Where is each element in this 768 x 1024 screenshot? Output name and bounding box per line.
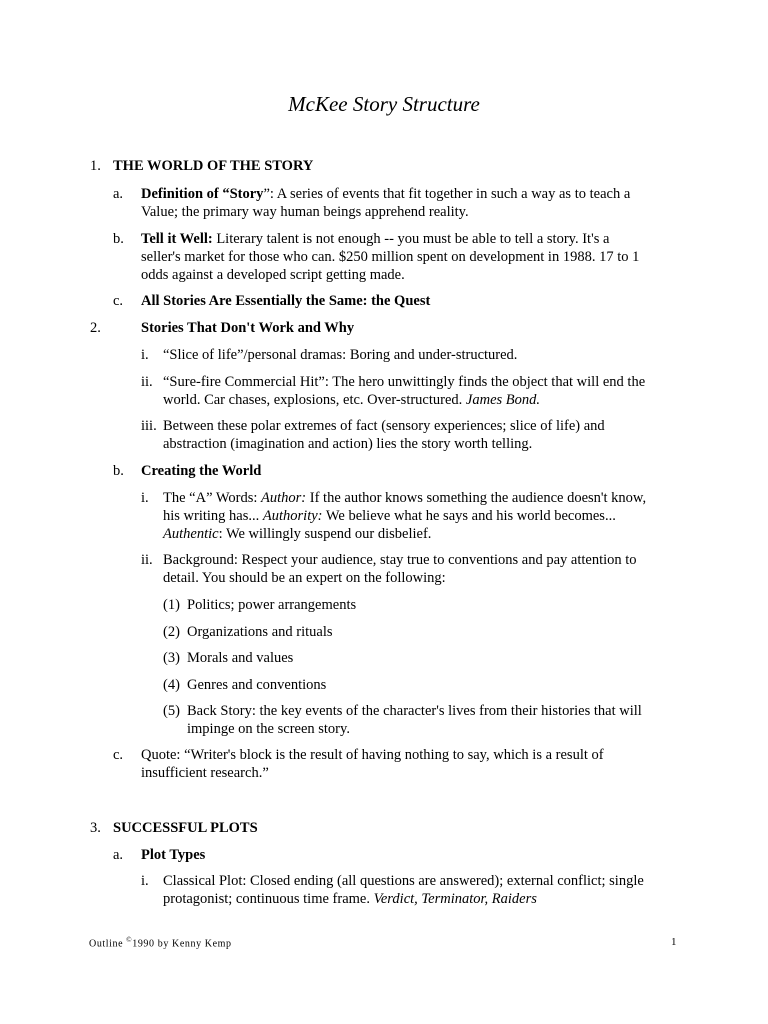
term: Definition of “Story xyxy=(141,186,264,202)
footer-text: Outline xyxy=(89,938,127,950)
italic-text: Verdict, Terminator, Raiders xyxy=(373,891,537,907)
text: : We willingly suspend our disbelief. xyxy=(218,526,432,542)
italic-text: Author: xyxy=(261,490,307,506)
text: We believe what he says and his world becomes... xyxy=(322,508,616,524)
paragraph-line xyxy=(163,890,537,908)
item-marker: i. xyxy=(141,347,149,363)
copyright-symbol: © xyxy=(126,936,133,944)
subheading: All Stories Are Essentially the Same: the Quest xyxy=(141,293,431,309)
list-item: Morals and values xyxy=(187,650,294,666)
paragraph-line: Quote: “Writer's block is the result of having nothing to say, which is a result of xyxy=(141,747,604,763)
text: ”: A series of events that fit together in such a way as to teach a xyxy=(263,186,631,202)
text: If the author knows something the audience doesn't know, xyxy=(306,490,647,506)
text: The “A” Words: xyxy=(163,490,262,506)
list-item: Organizations and rituals xyxy=(187,624,333,640)
page-title: McKee Story Structure xyxy=(288,92,480,116)
item-marker: iii. xyxy=(141,418,157,434)
text: protagonist; continuous time frame. xyxy=(163,891,374,907)
italic-text: Authentic xyxy=(163,526,219,542)
list-number: (3) xyxy=(163,650,180,666)
item-marker: b. xyxy=(113,463,124,479)
item-marker: b. xyxy=(113,231,124,247)
text: his writing has... xyxy=(163,508,263,524)
paragraph-line xyxy=(141,185,630,203)
item-marker: a. xyxy=(113,847,124,863)
list-number: (5) xyxy=(163,703,180,719)
paragraph-line: detail. You should be an expert on the following: xyxy=(163,570,446,586)
subheading: Creating the World xyxy=(141,463,262,479)
paragraph-line: Value; the primary way human beings apprehend reality. xyxy=(141,204,469,220)
paragraph-line: seller's market for those who can. $250 million spent on development in 1988. 17 to 1 xyxy=(141,249,640,265)
item-marker: ii. xyxy=(141,552,153,568)
section-heading: Stories That Don't Work and Why xyxy=(141,320,355,336)
paragraph-line: Classical Plot: Closed ending (all questions are answered); external conflict; single xyxy=(163,873,644,889)
item-marker: a. xyxy=(113,186,124,202)
item-marker: i. xyxy=(141,873,149,889)
section-heading: THE WORLD OF THE STORY xyxy=(113,158,314,174)
section-number: 3. xyxy=(90,820,101,836)
paragraph-line: Between these polar extremes of fact (sensory experiences; slice of life) and xyxy=(163,418,605,434)
text: Literary talent is not enough -- you must be able to tell a story. It's a xyxy=(212,231,610,247)
section-number: 1. xyxy=(90,158,101,174)
footer-text: 1990 by Kenny Kemp xyxy=(132,938,232,950)
list-number: (2) xyxy=(163,624,180,640)
item-marker: i. xyxy=(141,490,149,506)
item-marker: c. xyxy=(113,747,124,763)
paragraph-line xyxy=(163,525,431,543)
list-item: impinge on the screen story. xyxy=(187,721,350,737)
paragraph-line: “Slice of life”/personal dramas: Boring and under-structured. xyxy=(163,347,518,363)
paragraph-line xyxy=(163,507,616,525)
italic-text: Authority: xyxy=(262,508,323,524)
list-item: Politics; power arrangements xyxy=(187,597,357,613)
text: world. Car chases, explosions, etc. Over-structured. xyxy=(163,392,466,408)
paragraph-line: Background: Respect your audience, stay true to conventions and pay attention to xyxy=(163,552,637,568)
list-item: Back Story: the key events of the character's lives from their histories that will xyxy=(187,703,642,719)
paragraph-line xyxy=(163,391,540,409)
item-marker: c. xyxy=(113,293,124,309)
list-item: Genres and conventions xyxy=(187,677,327,693)
paragraph-line xyxy=(141,230,609,248)
item-marker: ii. xyxy=(141,374,153,390)
term: Tell it Well: xyxy=(141,231,213,247)
page-number: 1 xyxy=(671,936,677,948)
section-heading: SUCCESSFUL PLOTS xyxy=(113,820,258,836)
list-number: (4) xyxy=(163,677,180,693)
section-number: 2. xyxy=(90,320,101,336)
paragraph-line: insufficient research.” xyxy=(141,765,269,781)
list-number: (1) xyxy=(163,597,180,613)
italic-text: James Bond. xyxy=(465,392,541,408)
paragraph-line: odds against a developed script getting made. xyxy=(141,267,405,283)
footer-note xyxy=(89,936,232,949)
subheading: Plot Types xyxy=(141,847,206,863)
paragraph-line: abstraction (imagination and action) lies the story worth telling. xyxy=(163,436,533,452)
paragraph-line: “Sure-fire Commercial Hit”: The hero unwittingly finds the object that will end the xyxy=(163,374,646,390)
paragraph-line xyxy=(163,489,646,507)
